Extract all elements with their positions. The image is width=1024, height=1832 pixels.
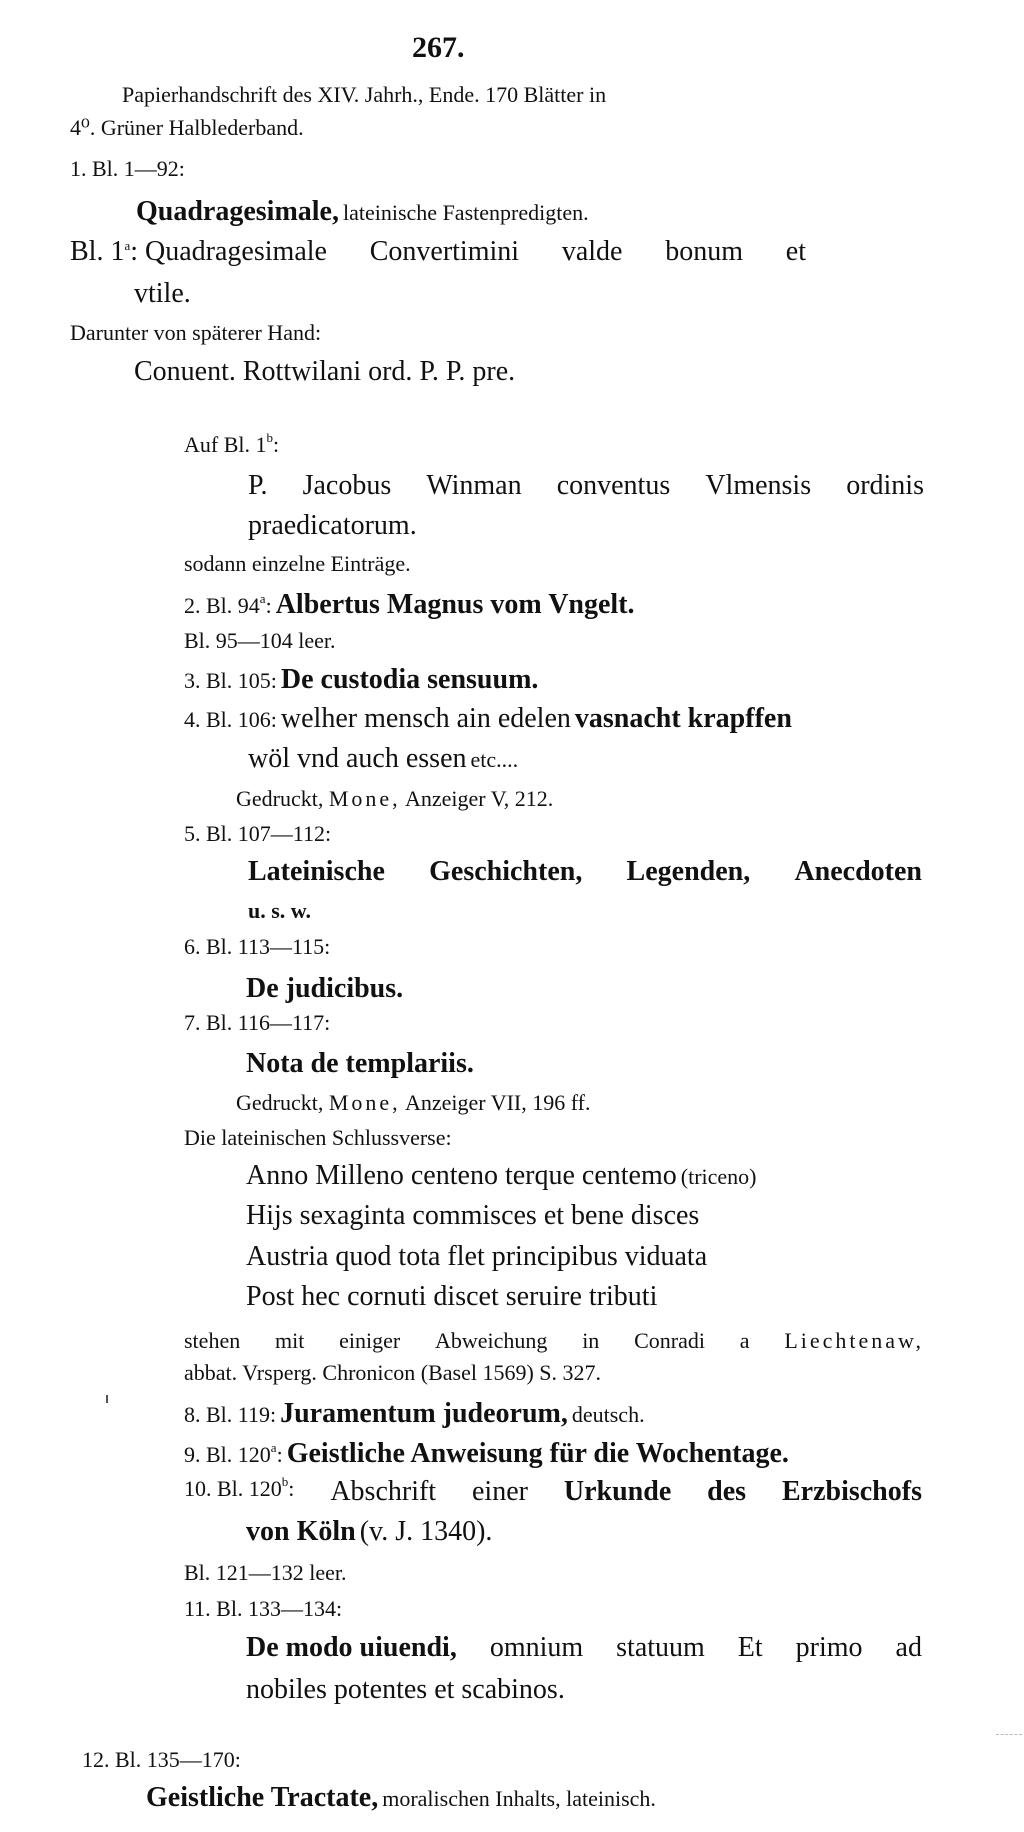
manuscript-description: Papierhandschrift des XIV. Jahrh., Ende. 170 Blätter in	[122, 82, 607, 107]
item-5-continued: u. s. w.	[248, 898, 311, 923]
item-2-reference: 2. Bl. 94$^a$:	[184, 591, 272, 618]
item-3-reference: 3. Bl. 105:	[184, 668, 277, 693]
title-word: Geschichten,	[429, 856, 583, 887]
item-4-print-reference: Gedruckt, Mone, Anzeiger V, 212.	[236, 786, 554, 811]
verse-note: (triceno)	[680, 1164, 757, 1189]
item-10: 10. Bl. 120$^b$: Abschrift einer Urkunde des Erzbischofs	[184, 1474, 922, 1507]
inscription-word: conventus	[556, 470, 671, 501]
item-12-title: Geistliche Tractate,	[146, 1782, 379, 1813]
blank-leaves-2: Bl. 121—132 leer.	[184, 1560, 347, 1585]
item-6-reference: 6. Bl. 113—115:	[184, 934, 331, 959]
item-2	[184, 591, 635, 619]
item-5-reference: 5. Bl. 107—112:	[184, 821, 332, 846]
item-1-title: Quadragesimale,	[136, 196, 339, 227]
item-4-bold-text: vasnacht krapffen	[574, 703, 792, 734]
item-12-reference: 12. Bl. 135—170:	[82, 1747, 241, 1772]
item-4-reference: 4. Bl. 106:	[184, 707, 277, 732]
item-10-reference: 10. Bl. 120$^b$:	[184, 1474, 295, 1501]
verse-source-note: stehen mit einiger Abweichung in Conradi a Liechtenaw,	[184, 1328, 924, 1353]
verse-source-note-continued: abbat. Vrsperg. Chronicon (Basel 1569) S. 327.	[184, 1360, 602, 1385]
inscription-word: Winman	[426, 470, 522, 501]
folio-1b-reference: Auf Bl. 1$^b$:	[184, 430, 280, 457]
item-7-title: Nota de templariis.	[246, 1048, 474, 1079]
item-11-title-line: De modo uiuendi, omnium statuum Et primo ad	[246, 1632, 922, 1663]
item-1-incipit	[70, 238, 806, 266]
item-11-reference: 11. Bl. 133—134:	[184, 1596, 343, 1621]
item-5-title	[248, 858, 922, 886]
inscription-word: Vlmensis	[705, 470, 812, 501]
verse-line: Post hec cornuti discet seruire tributi	[246, 1281, 658, 1312]
item-3	[184, 666, 538, 694]
incipit-word: bonum	[665, 236, 743, 267]
item-11-continued: nobiles potentes et scabinos.	[246, 1674, 565, 1705]
item-9	[184, 1440, 789, 1468]
item-8-description: deutsch.	[571, 1402, 645, 1427]
item-1-incipit-continued: vtile.	[134, 278, 191, 309]
inscription-word: Jacobus	[302, 470, 392, 501]
item-4-text: welher mensch ain edelen	[280, 703, 571, 734]
margin-rule	[996, 1734, 1022, 1735]
item-1-heading	[136, 198, 589, 226]
item-2-title: Albertus Magnus vom Vngelt.	[275, 589, 635, 620]
item-6-title: De judicibus.	[246, 973, 404, 1004]
item-1-reference: 1. Bl. 1—92:	[70, 156, 185, 181]
inscription-word: ordinis	[846, 470, 924, 501]
folio-1b-note: sodann einzelne Einträge.	[184, 551, 411, 576]
item-12-description: moralischen Inhalts, lateinisch.	[382, 1786, 656, 1811]
folio-1b-inscription	[248, 472, 924, 500]
verse-line: Anno Milleno centeno terque centemo (triceno)	[246, 1160, 757, 1191]
item-9-reference: 9. Bl. 120$^a$:	[184, 1440, 283, 1467]
item-7-print-reference: Gedruckt, Mone, Anzeiger VII, 196 ff.	[236, 1090, 591, 1115]
verse-line: Hijs sexaginta commisces et bene disces	[246, 1200, 700, 1231]
title-word: Anecdoten	[794, 856, 922, 887]
item-1-note: Darunter von späterer Hand:	[70, 320, 322, 345]
title-word: Lateinische	[248, 856, 385, 887]
folio-1b-inscription-continued: praedicatorum.	[248, 510, 417, 541]
incipit-word: Convertimini	[369, 236, 520, 267]
item-4	[184, 705, 792, 733]
item-1-description: lateinische Fastenpredigten.	[343, 200, 589, 225]
item-8-title: Juramentum judeorum,	[280, 1398, 568, 1429]
item-3-title: De custodia sensuum.	[280, 664, 539, 695]
item-4-continued: wöl vnd auch essen etc....	[248, 743, 519, 774]
item-8-reference: 8. Bl. 119:	[184, 1402, 277, 1427]
item-8	[184, 1400, 645, 1428]
title-word: Legenden,	[626, 856, 751, 887]
item-10-continued: von Köln (v. J. 1340).	[246, 1516, 493, 1547]
item-12-heading	[146, 1784, 656, 1812]
inscription-word: P.	[248, 470, 268, 501]
manuscript-binding: 4⁰. Grüner Halblederband.	[70, 115, 304, 140]
page-number: 267.	[412, 31, 465, 64]
margin-mark	[106, 1395, 108, 1403]
item-7-reference: 7. Bl. 116—117:	[184, 1010, 331, 1035]
incipit-word: valde	[561, 236, 623, 267]
incipit-word: Bl. 1$^a$: Quadragesimale	[70, 236, 327, 267]
incipit-word: et	[785, 236, 806, 267]
item-11-title: De modo uiuendi,	[246, 1632, 457, 1663]
verse-intro: Die lateinischen Schlussverse:	[184, 1125, 452, 1150]
verse-line: Austria quod tota flet principibus viduata	[246, 1241, 708, 1272]
item-9-title: Geistliche Anweisung für die Wochentage.	[286, 1438, 789, 1469]
blank-leaves-1: Bl. 95—104 leer.	[184, 628, 336, 653]
item-1-owner-inscription: Conuent. Rottwilani ord. P. P. pre.	[134, 356, 516, 387]
